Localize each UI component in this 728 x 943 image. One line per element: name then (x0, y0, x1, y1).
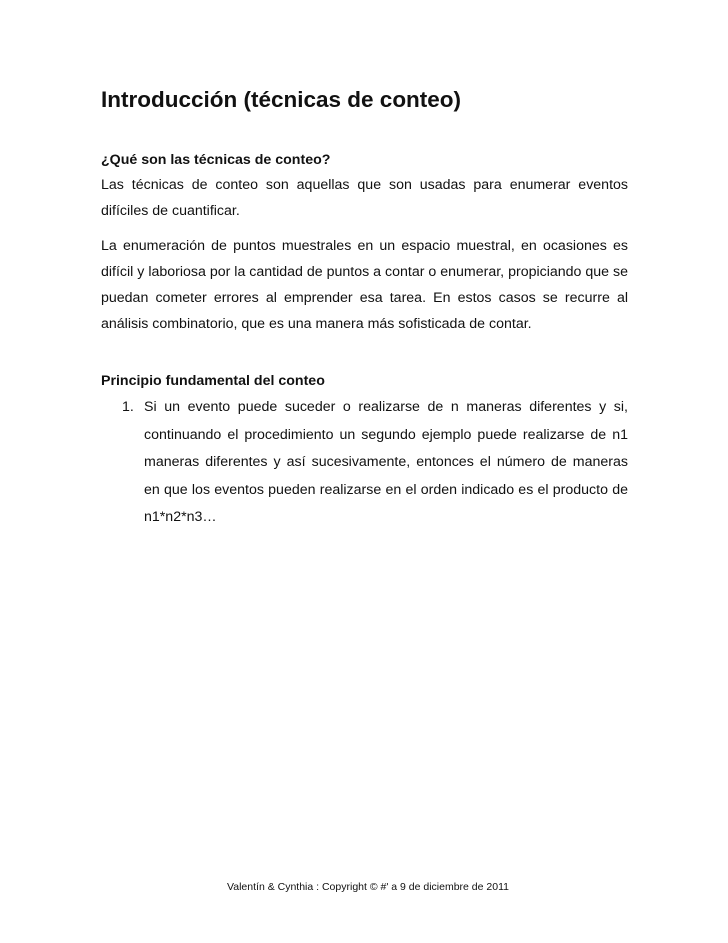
list-item-number: 1. (122, 399, 134, 415)
list-item-text: Si un evento puede suceder o realizarse de n maneras diferentes y si, continuando el procedimiento un segundo ejemplo puede realizarse de n1 maneras diferentes y así sucesivamente, entonces el número de maneras en que los eventos pueden realizarse en el orden indicado es el producto de n1*n2*n3… (144, 399, 628, 525)
section-heading-que-son: ¿Qué son las técnicas de conteo? (101, 152, 331, 168)
paragraph-enumeration: La enumeración de puntos muestrales en un espacio muestral, en ocasiones es difícil y laboriosa por la cantidad de puntos a contar o enumerar, propiciando que se puedan cometer errores al emprender esa tarea. En estos casos se recurre al análisis combinatorio, que es una manera más sofisticada de contar. (101, 238, 628, 332)
list-item (101, 394, 628, 532)
principle-list (101, 394, 628, 532)
page-footer: Valentín & Cynthia : Copyright © #' a 9 de diciembre de 2011 (227, 881, 509, 893)
paragraph-definition: Las técnicas de conteo son aquellas que son usadas para enumerar eventos difíciles de cuantificar. (101, 177, 628, 219)
document-title: Introducción (técnicas de conteo) (101, 87, 462, 112)
section-heading-principio: Principio fundamental del conteo (101, 373, 325, 389)
